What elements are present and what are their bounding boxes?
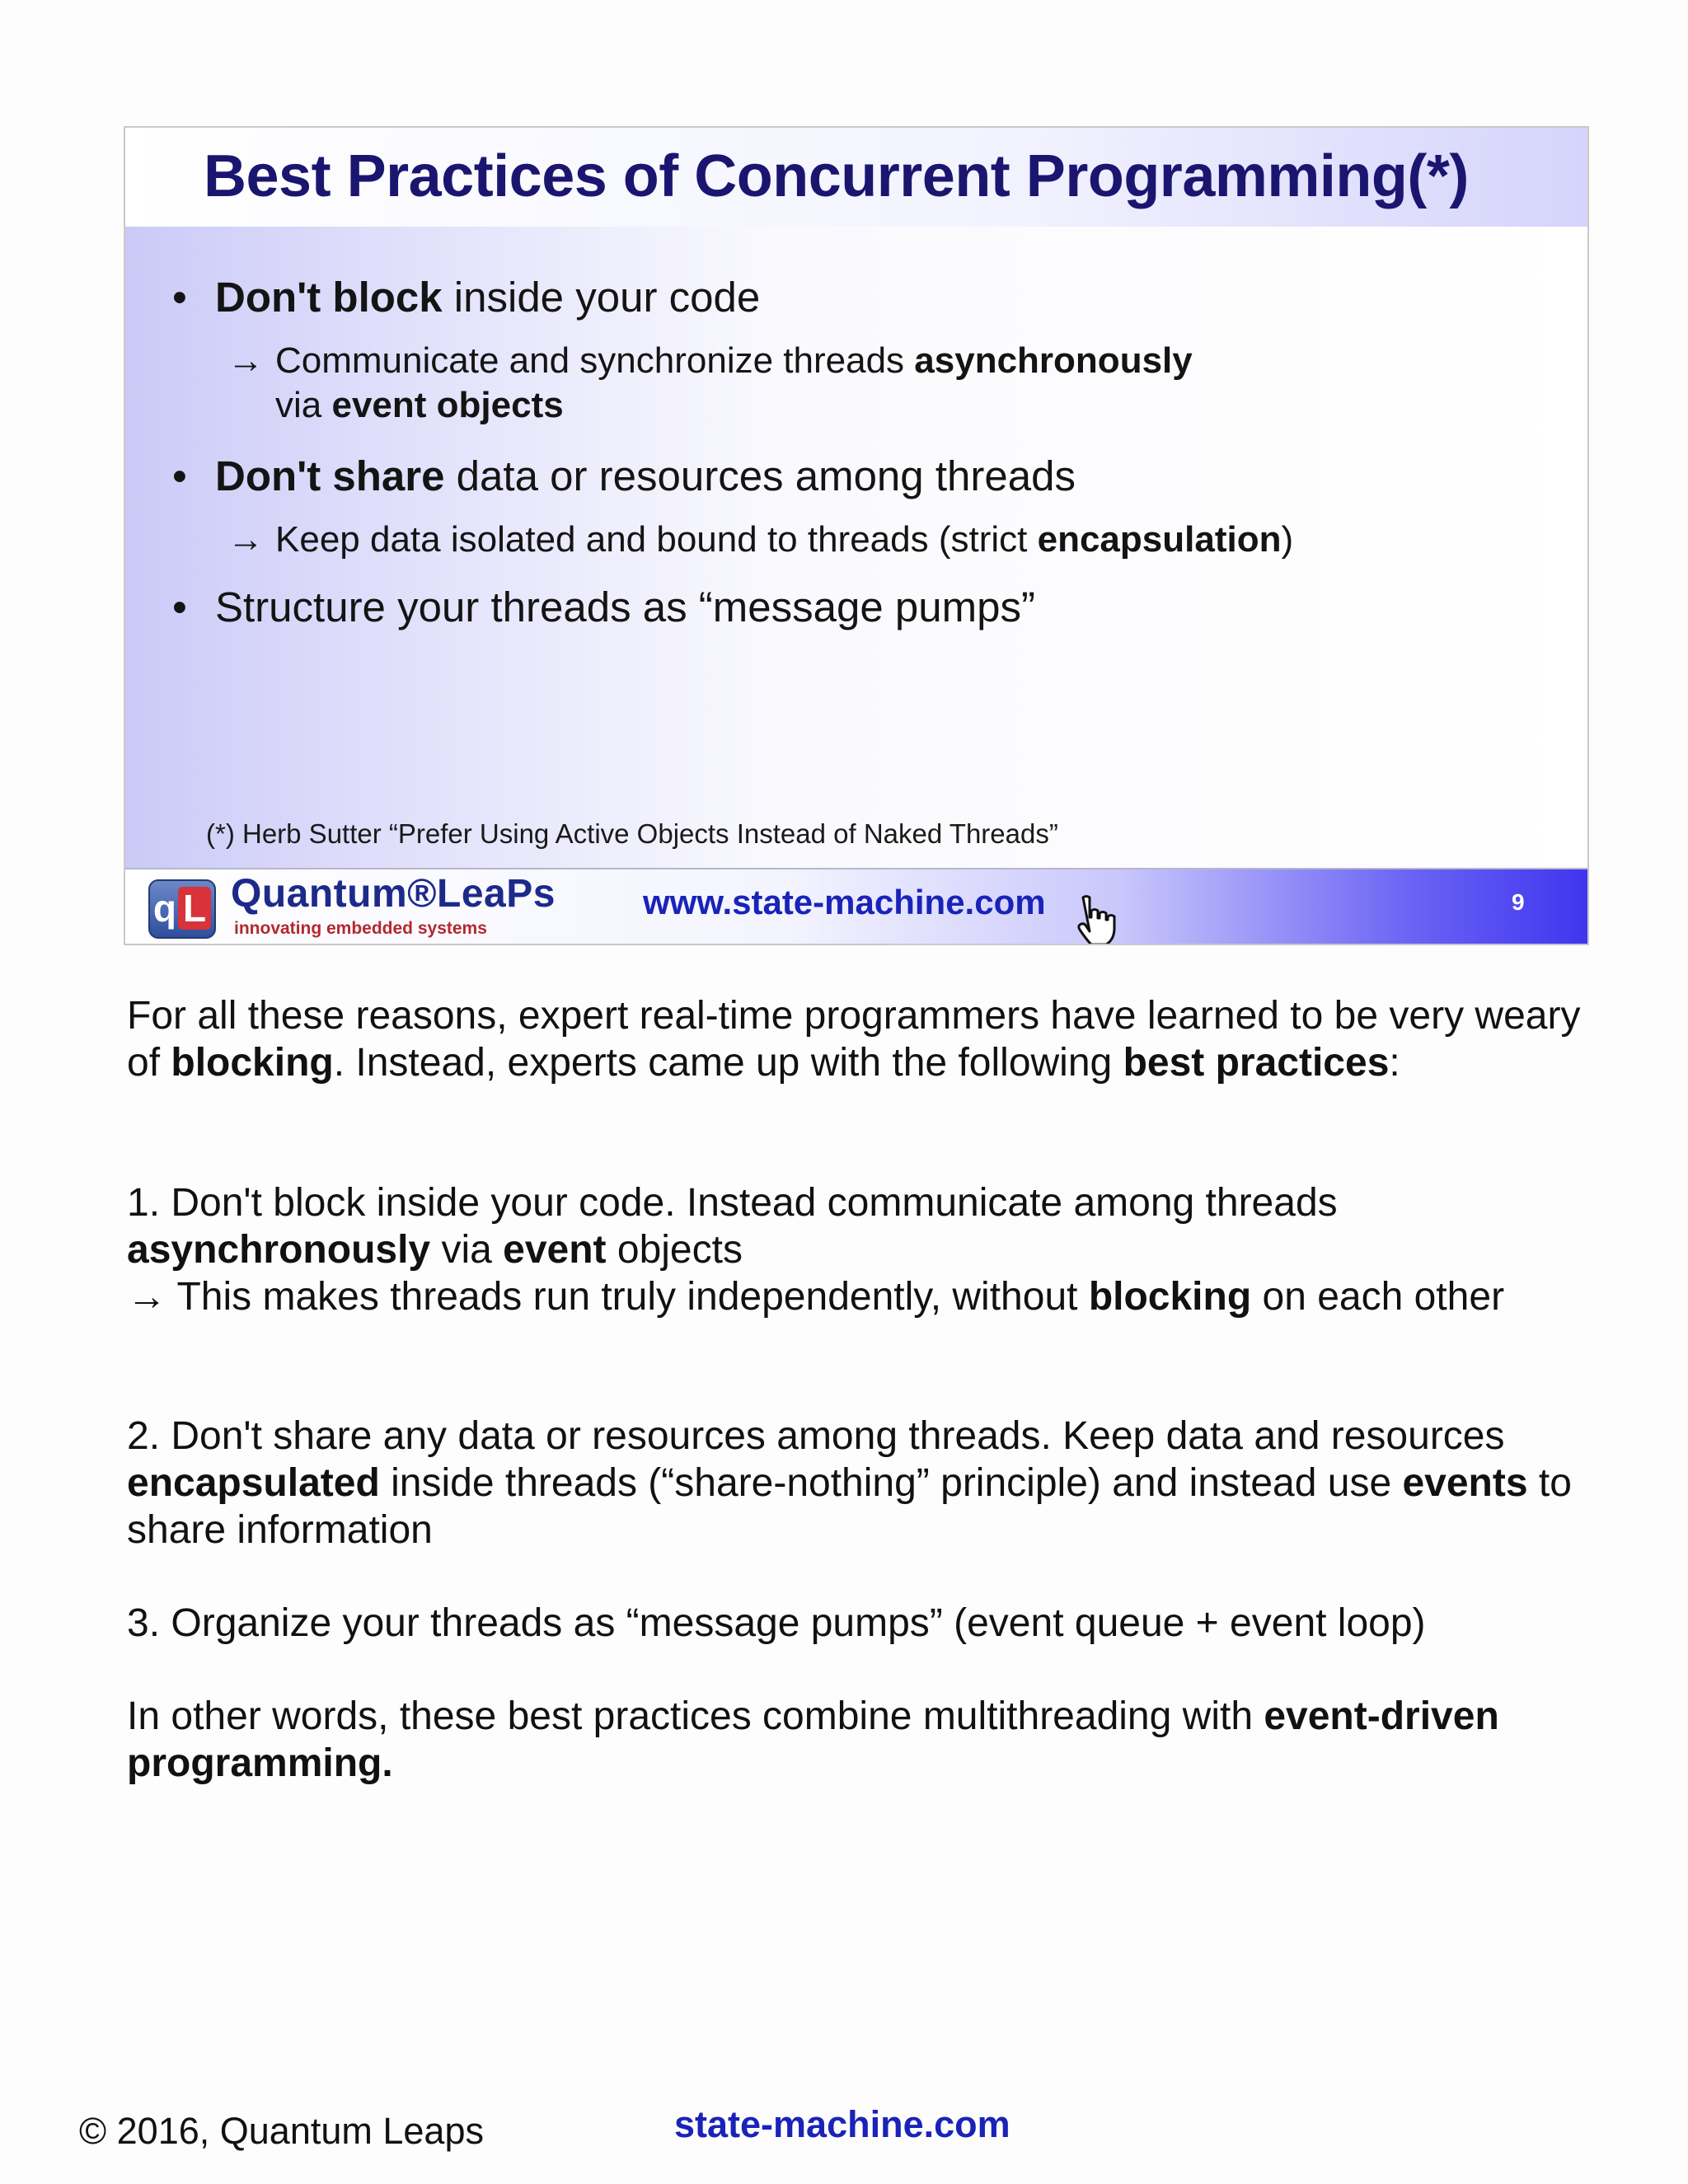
sub-strong: encapsulation: [1037, 519, 1282, 560]
bullet-dont-block: [172, 273, 761, 321]
text-run: to share information: [127, 1461, 1572, 1552]
hand-pointer-icon: [1071, 894, 1119, 945]
arrow-icon: →: [227, 340, 264, 381]
logo-q: q: [152, 887, 176, 930]
bullet-strong: Don't block: [215, 274, 443, 321]
slide-title-bar: [125, 128, 1587, 228]
text-strong: event-driven programming.: [127, 1694, 1499, 1785]
arrow-icon: →: [227, 519, 264, 560]
text-strong: best practices: [1123, 1041, 1390, 1085]
paragraph-practice-1: [127, 1179, 1602, 1320]
text-strong: blocking: [1088, 1275, 1252, 1319]
slide-footer-url[interactable]: www.state-machine.com: [643, 883, 1046, 921]
bullet-dont-share: [172, 452, 1076, 500]
copyright-notice: © 2016, Quantum Leaps: [79, 2110, 484, 2152]
text-run: objects: [606, 1228, 743, 1272]
text-run: via: [430, 1228, 504, 1272]
sub-strong: asynchronously: [914, 340, 1193, 381]
sub-text: via: [275, 385, 332, 425]
text-run: → This makes threads run truly independently, without: [127, 1275, 1089, 1319]
brand-tagline: innovating embedded systems: [234, 919, 487, 938]
text-run: inside threads (“share-nothing” principle) and instead use: [379, 1461, 1403, 1505]
sub-point-async-line2: [275, 385, 564, 426]
slide-body: [125, 227, 1587, 868]
brand-name: Quantum®LeaPs: [231, 872, 556, 916]
sub-point-encapsulation: [227, 519, 1294, 560]
text-run: . Instead, experts came up with the following: [333, 1041, 1123, 1085]
logo-l: L: [178, 887, 211, 930]
text-strong: asynchronously: [127, 1228, 431, 1272]
bullet-message-pumps: [172, 583, 1035, 631]
sub-strong: event objects: [331, 385, 564, 425]
text-run: 3. Organize your threads as “message pumps” (event queue + event loop): [127, 1601, 1426, 1645]
text-strong: events: [1402, 1461, 1528, 1505]
slide-footnote: (*) Herb Sutter “Prefer Using Active Objects Instead of Naked Threads”: [206, 818, 1058, 849]
paragraph-practice-2: [127, 1413, 1602, 1554]
footer-site-link[interactable]: state-machine.com: [674, 2103, 1010, 2145]
text-strong: event: [503, 1228, 607, 1272]
slide-title: Best Practices of Concurrent Programming(*): [204, 143, 1469, 209]
bullet-dot: •: [172, 274, 187, 321]
text-run: For all these reasons, expert real-time programmers have learned to be very weary of: [127, 994, 1581, 1085]
text-run: on each other: [1251, 1275, 1505, 1319]
text-strong: encapsulated: [127, 1461, 380, 1505]
sub-text: Keep data isolated and bound to threads (strict: [275, 519, 1038, 560]
bullet-dot: •: [172, 452, 187, 499]
bullet-dot: •: [172, 583, 187, 630]
sub-text: ): [1281, 519, 1294, 560]
paragraph-conclusion: [127, 1693, 1602, 1787]
text-run: In other words, these best practices combine multithreading with: [127, 1694, 1264, 1738]
bullet-text: data or resources among threads: [444, 452, 1076, 499]
text-run: 1. Don't block inside your code. Instead communicate among threads: [127, 1181, 1338, 1225]
slide-footer: [125, 868, 1587, 945]
bullet-strong: Don't share: [215, 452, 445, 499]
slide-image: [124, 126, 1589, 945]
sub-text: Communicate and synchronize threads: [275, 340, 915, 381]
text-run: 2. Don't share any data or resources among threads. Keep data and resources: [127, 1414, 1505, 1458]
paragraph-practice-3: [127, 1600, 1602, 1647]
bullet-text: Structure your threads as “message pumps”: [215, 583, 1035, 630]
sub-point-async: [227, 340, 1193, 382]
slide-page-number: 9: [1512, 889, 1525, 915]
quantum-leaps-logo: [148, 879, 216, 939]
paragraph-intro: [127, 992, 1602, 1086]
text-run: :: [1389, 1041, 1400, 1085]
text-strong: blocking: [171, 1041, 334, 1085]
bullet-text: inside your code: [442, 274, 761, 321]
